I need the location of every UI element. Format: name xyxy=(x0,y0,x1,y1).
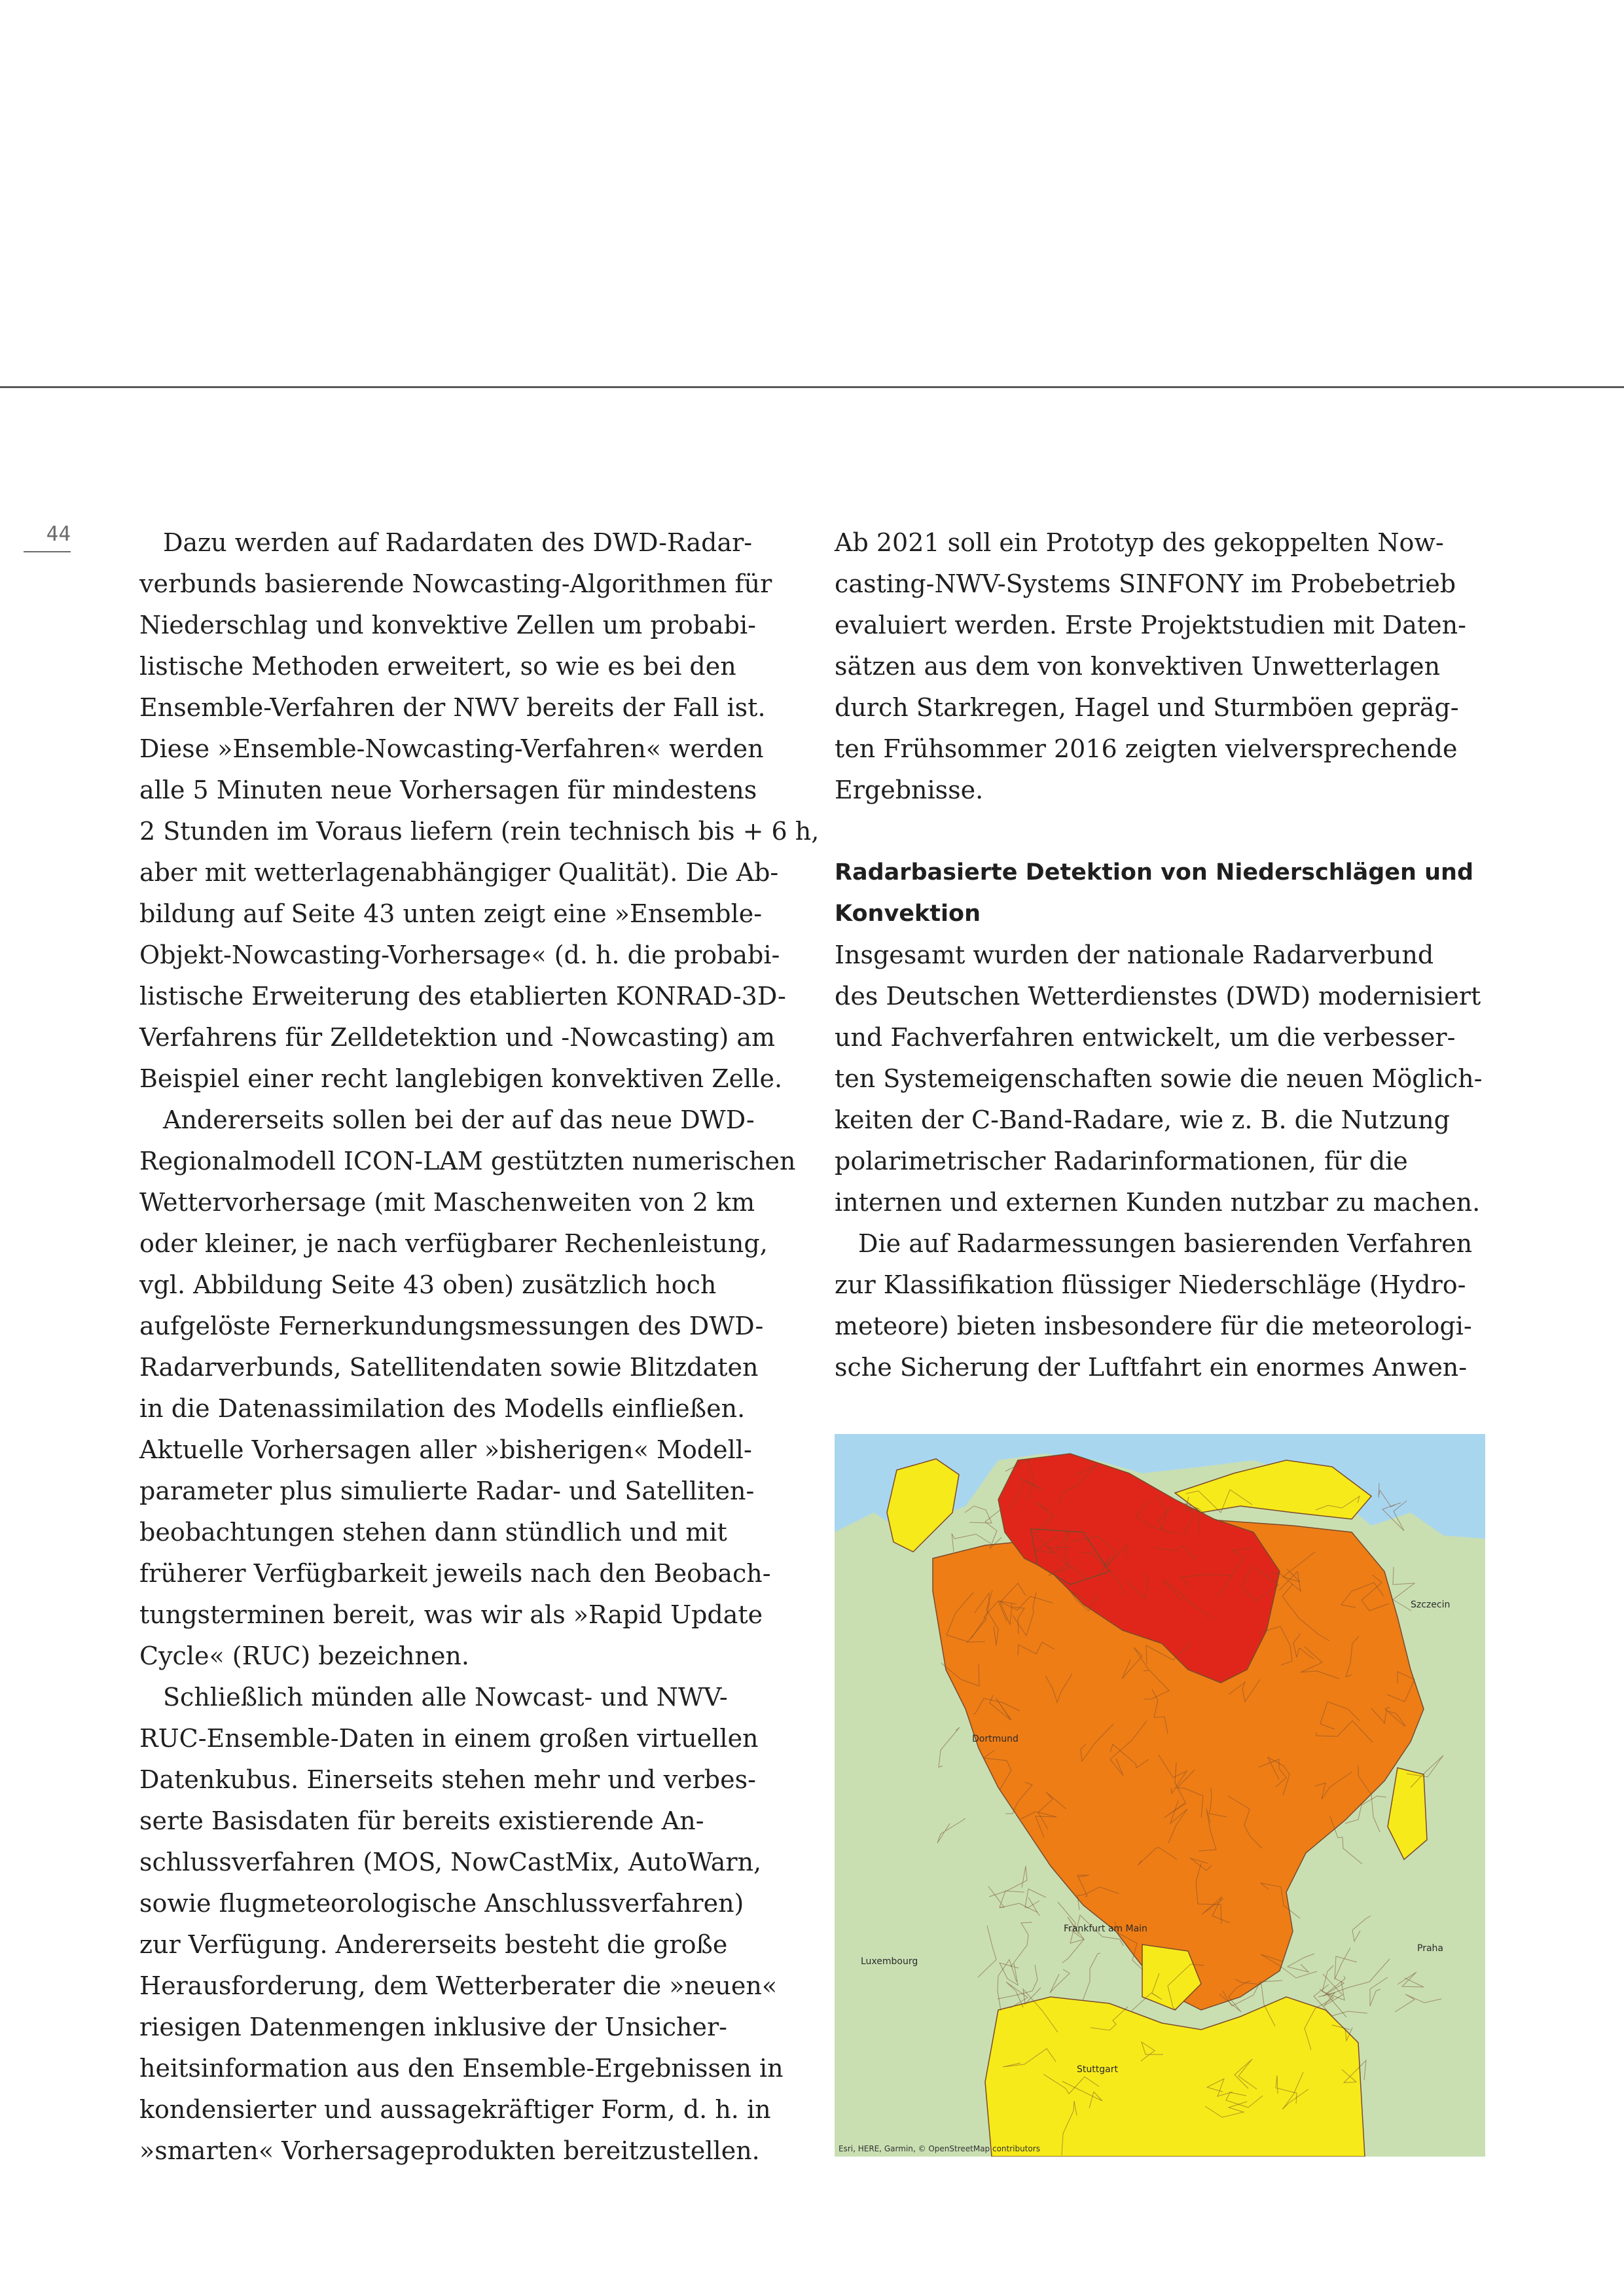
header-rule xyxy=(0,386,1624,388)
place-label: Szczecin xyxy=(1411,1600,1451,1610)
text-line: sätzen aus dem von konvektiven Unwetterlagen xyxy=(835,652,1441,681)
text-line: Diese »Ensemble-Nowcasting-Verfahren« werden xyxy=(139,734,764,763)
text-line: Objekt-Nowcasting-Vorhersage« (d. h. die probabi- xyxy=(139,941,780,969)
text-line: sowie flugmeteorologische Anschlussverfahren) xyxy=(139,1889,744,1918)
text-line: aber mit wetterlagenabhängiger Qualität). Die Ab- xyxy=(139,858,779,887)
text-line: listische Methoden erweitert, so wie es bei den xyxy=(139,652,736,681)
text-line: Herausforderung, dem Wetterberater die »neuen« xyxy=(139,1971,778,2000)
paragraph-klassifikation xyxy=(835,1223,1496,1388)
text-line: Regionalmodell ICON-LAM gestützten numerischen xyxy=(139,1147,796,1175)
text-line: sche Sicherung der Luftfahrt ein enormes Anwen- xyxy=(835,1353,1468,1382)
text-line: polarimetrischer Radarinformationen, für die xyxy=(835,1147,1408,1175)
paragraph-gap xyxy=(835,811,1496,852)
text-line: Konvektion xyxy=(835,901,981,927)
place-label: Dortmund xyxy=(972,1734,1019,1744)
text-line: listische Erweiterung des etablierten KONRAD-3D- xyxy=(139,982,786,1011)
text-line: ten Frühsommer 2016 zeigten vielversprechende xyxy=(835,734,1458,763)
text-line: Cycle« (RUC) bezeichnen. xyxy=(139,1641,469,1670)
text-line: evaluiert werden. Erste Projektstudien mit Daten- xyxy=(835,611,1466,639)
text-line: ten Systemeigenschaften sowie die neuen Möglich- xyxy=(835,1064,1483,1093)
text-line: Datenkubus. Einerseits stehen mehr und verbes- xyxy=(139,1765,756,1794)
text-line: in die Datenassimilation des Modells einfließen. xyxy=(139,1394,746,1423)
section-heading xyxy=(835,852,1496,935)
text-line: beobachtungen stehen dann stündlich und mit xyxy=(139,1518,727,1547)
paragraph-radarverbund xyxy=(835,935,1496,1223)
left-column-text xyxy=(139,522,820,2172)
text-line: Verfahrens für Zelldetektion und -Nowcasting) am xyxy=(139,1023,776,1052)
text-line: Niederschlag und konvektive Zellen um probabi- xyxy=(139,611,757,639)
warning-map xyxy=(835,1434,1485,2157)
text-line: riesigen Datenmengen inklusive der Unsicher- xyxy=(139,2013,727,2041)
text-line: Dazu werden auf Radardaten des DWD-Radar- xyxy=(163,528,753,557)
place-label: Frankfurt am Main xyxy=(1064,1924,1147,1934)
text-line: keiten der C-Band-Radare, wie z. B. die Nutzung xyxy=(835,1105,1450,1134)
text-line: des Deutschen Wetterdienstes (DWD) modernisiert xyxy=(835,982,1481,1011)
text-line: Wettervorhersage (mit Maschenweiten von 2 km xyxy=(139,1188,755,1217)
text-line: Ergebnisse. xyxy=(835,776,984,804)
warning-map-figure xyxy=(835,1434,1485,2157)
text-line: schlussverfahren (MOS, NowCastMix, AutoWarn, xyxy=(139,1848,762,1876)
place-label: Praha xyxy=(1417,1943,1443,1954)
text-line: RUC-Ensemble-Daten in einem großen virtuellen xyxy=(139,1724,759,1753)
text-line: Ensemble-Verfahren der NWV bereits der Fall ist. xyxy=(139,693,766,722)
text-line: vgl. Abbildung Seite 43 oben) zusätzlich hoch xyxy=(139,1270,717,1299)
text-line: verbunds basierende Nowcasting-Algorithmen für xyxy=(139,569,772,598)
text-line: Ab 2021 soll ein Prototyp des gekoppelten Now- xyxy=(835,528,1444,557)
text-line: alle 5 Minuten neue Vorhersagen für mindestens xyxy=(139,776,757,804)
text-line: zur Klassifikation flüssiger Niederschläge (Hydro- xyxy=(835,1270,1466,1299)
text-line: Radarbasierte Detektion von Niederschlägen und xyxy=(835,859,1474,886)
text-line: aufgelöste Fernerkundungsmessungen des DWD- xyxy=(139,1312,764,1340)
text-line: durch Starkregen, Hagel und Sturmböen gepräg- xyxy=(835,693,1459,722)
text-line: Die auf Radarmessungen basierenden Verfahren xyxy=(858,1229,1473,1258)
place-label: Luxembourg xyxy=(861,1956,918,1967)
text-line: tungsterminen bereit, was wir als »Rapid Update xyxy=(139,1600,763,1629)
text-line: zur Verfügung. Andererseits besteht die große xyxy=(139,1930,728,1959)
text-line: casting-NWV-Systems SINFONY im Probebetrieb xyxy=(835,569,1456,598)
text-line: bildung auf Seite 43 unten zeigt eine »Ensemble- xyxy=(139,899,763,928)
text-line: meteore) bieten insbesondere für die meteorologi- xyxy=(835,1312,1472,1340)
text-line: Beispiel einer recht langlebigen konvektiven Zelle. xyxy=(139,1064,783,1093)
text-line: »smarten« Vorhersageprodukten bereitzustellen. xyxy=(139,2136,760,2165)
page-number: 44 xyxy=(24,522,71,552)
text-line: Radarverbunds, Satellitendaten sowie Blitzdaten xyxy=(139,1353,759,1382)
paragraph-sinfony xyxy=(835,522,1496,811)
text-line: früherer Verfügbarkeit jeweils nach den Beobach- xyxy=(139,1559,771,1588)
text-line: internen und externen Kunden nutzbar zu machen. xyxy=(835,1188,1481,1217)
text-line: und Fachverfahren entwickelt, um die verbesser- xyxy=(835,1023,1456,1052)
text-line: oder kleiner, je nach verfügbarer Rechenleistung, xyxy=(139,1229,768,1258)
right-column xyxy=(835,522,1496,1388)
text-line: heitsinformation aus den Ensemble-Ergebnissen in xyxy=(139,2054,784,2083)
text-line: parameter plus simulierte Radar- und Satelliten- xyxy=(139,1477,755,1505)
text-line: Schließlich münden alle Nowcast- und NWV- xyxy=(163,1683,728,1712)
place-label: Stuttgart xyxy=(1077,2064,1118,2075)
text-line: 2 Stunden im Voraus liefern (rein technisch bis + 6 h, xyxy=(139,817,820,846)
map-credit: Esri, HERE, Garmin, © OpenStreetMap contributors xyxy=(839,2144,1040,2153)
text-line: Andererseits sollen bei der auf das neue DWD- xyxy=(163,1105,755,1134)
text-line: serte Basisdaten für bereits existierende An- xyxy=(139,1806,704,1835)
text-line: Insgesamt wurden der nationale Radarverbund xyxy=(835,941,1434,969)
text-line: kondensierter und aussagekräftiger Form, d. h. in xyxy=(139,2095,771,2124)
left-column xyxy=(139,522,820,2172)
text-line: Aktuelle Vorhersagen aller »bisherigen« Modell- xyxy=(139,1435,752,1464)
